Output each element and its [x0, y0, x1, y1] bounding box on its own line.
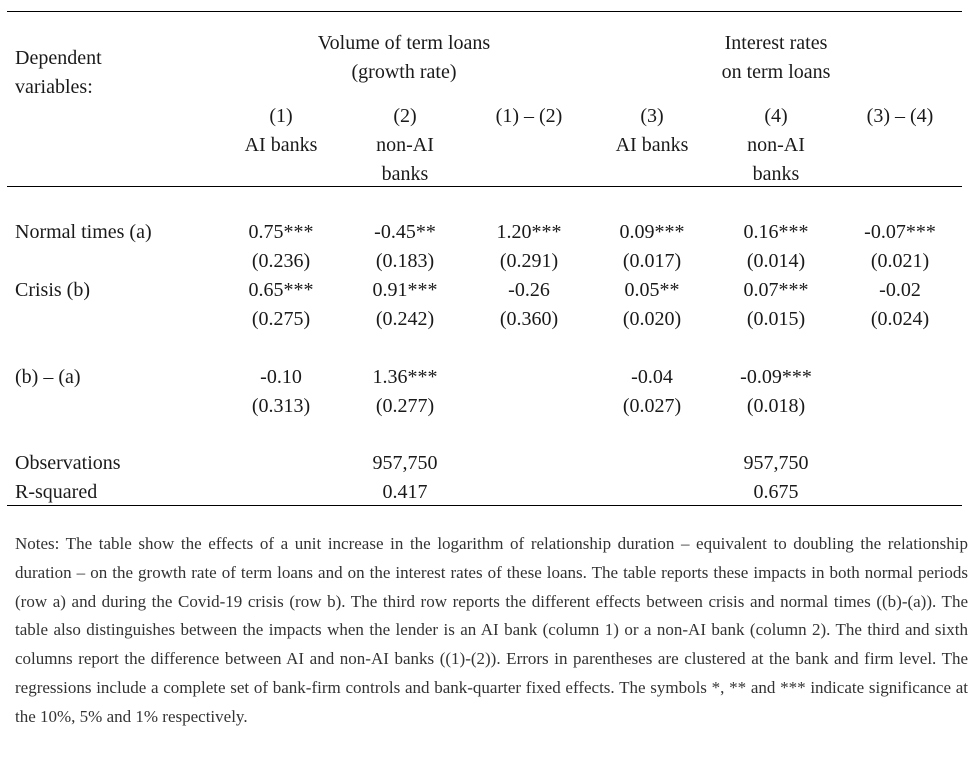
- col4-label-line2: banks: [752, 163, 800, 185]
- stat-r-squared-interest: 0.675: [753, 481, 799, 503]
- header-rule: [7, 186, 962, 187]
- se-cell: (0.313): [251, 395, 311, 417]
- se-cell: (0.024): [870, 308, 930, 330]
- coef-cell: 0.16***: [743, 221, 809, 243]
- stat-observations-volume: 957,750: [372, 452, 438, 474]
- se-cell: (0.360): [499, 308, 559, 330]
- group-header-volume-line2: (growth rate): [351, 61, 457, 83]
- se-cell: (0.183): [375, 250, 435, 272]
- se-cell: (0.015): [746, 308, 806, 330]
- coef-cell: -0.10: [260, 366, 302, 388]
- col-diff34-number: (3) – (4): [866, 105, 934, 127]
- dependent-label-line2: variables:: [15, 76, 93, 98]
- col1-number: (1): [269, 105, 293, 127]
- top-rule: [7, 11, 962, 12]
- row-label-crisis: Crisis (b): [15, 279, 90, 301]
- se-cell: (0.018): [746, 395, 806, 417]
- bottom-rule: [7, 505, 962, 506]
- stat-label-r-squared: R-squared: [15, 481, 98, 503]
- col3-label: AI banks: [615, 134, 689, 156]
- coef-cell: 1.20***: [496, 221, 562, 243]
- coef-cell: -0.45**: [374, 221, 436, 243]
- row-label-difference: (b) – (a): [15, 366, 81, 388]
- col3-number: (3): [640, 105, 664, 127]
- coef-cell: -0.02: [879, 279, 921, 301]
- stat-r-squared-volume: 0.417: [382, 481, 428, 503]
- coef-cell: -0.04: [631, 366, 673, 388]
- coef-cell: -0.26: [508, 279, 550, 301]
- stat-label-observations: Observations: [15, 452, 121, 474]
- se-cell: (0.027): [622, 395, 682, 417]
- coef-cell: 0.75***: [248, 221, 314, 243]
- se-cell: (0.242): [375, 308, 435, 330]
- se-cell: (0.236): [251, 250, 311, 272]
- se-cell: (0.277): [375, 395, 435, 417]
- se-cell: (0.020): [622, 308, 682, 330]
- se-cell: (0.291): [499, 250, 559, 272]
- group-header-interest-line1: Interest rates: [724, 32, 828, 54]
- coef-cell: -0.09***: [740, 366, 812, 388]
- coef-cell: 1.36***: [372, 366, 438, 388]
- col2-number: (2): [393, 105, 417, 127]
- se-cell: (0.017): [622, 250, 682, 272]
- se-cell: (0.275): [251, 308, 311, 330]
- coef-cell: 0.05**: [624, 279, 680, 301]
- coef-cell: 0.91***: [372, 279, 438, 301]
- group-header-interest-line2: on term loans: [721, 61, 831, 83]
- se-cell: (0.021): [870, 250, 930, 272]
- se-cell: (0.014): [746, 250, 806, 272]
- col4-number: (4): [764, 105, 788, 127]
- coef-cell: 0.09***: [619, 221, 685, 243]
- table-notes: Notes: The table show the effects of a unit increase in the logarithm of relationship duration – equivalent to doubling the relationship duration – on the growth rate of term loans and on the interest rates of these loans. The table reports these impacts in both normal periods (row a) and during the Covid-19 crisis (row b). The third row reports the different effects between crisis and normal times ((b)-(a)). The table also distinguishes between the impacts when the lender is an AI bank (column 1) or a non-AI bank (column 2). The third and sixth columns report the difference between AI and non-AI banks ((1)-(2)). Errors in parentheses are clustered at the bank and firm level. The regressions include a complete set of bank-firm controls and bank-quarter fixed effects. The symbols *, ** and *** indicate significance at the 10%, 5% and 1% respectively.: [15, 534, 968, 726]
- coef-cell: -0.07***: [864, 221, 936, 243]
- stat-observations-interest: 957,750: [743, 452, 809, 474]
- col2-label-line1: non-AI: [376, 134, 434, 156]
- row-label-normal-times: Normal times (a): [15, 221, 152, 243]
- col1-label: AI banks: [244, 134, 318, 156]
- coef-cell: 0.07***: [743, 279, 809, 301]
- coef-cell: 0.65***: [248, 279, 314, 301]
- col-diff12-number: (1) – (2): [495, 105, 563, 127]
- col2-label-line2: banks: [381, 163, 429, 185]
- group-header-volume-line1: Volume of term loans: [317, 32, 491, 54]
- dependent-label-line1: Dependent: [15, 47, 102, 69]
- col4-label-line1: non-AI: [747, 134, 805, 156]
